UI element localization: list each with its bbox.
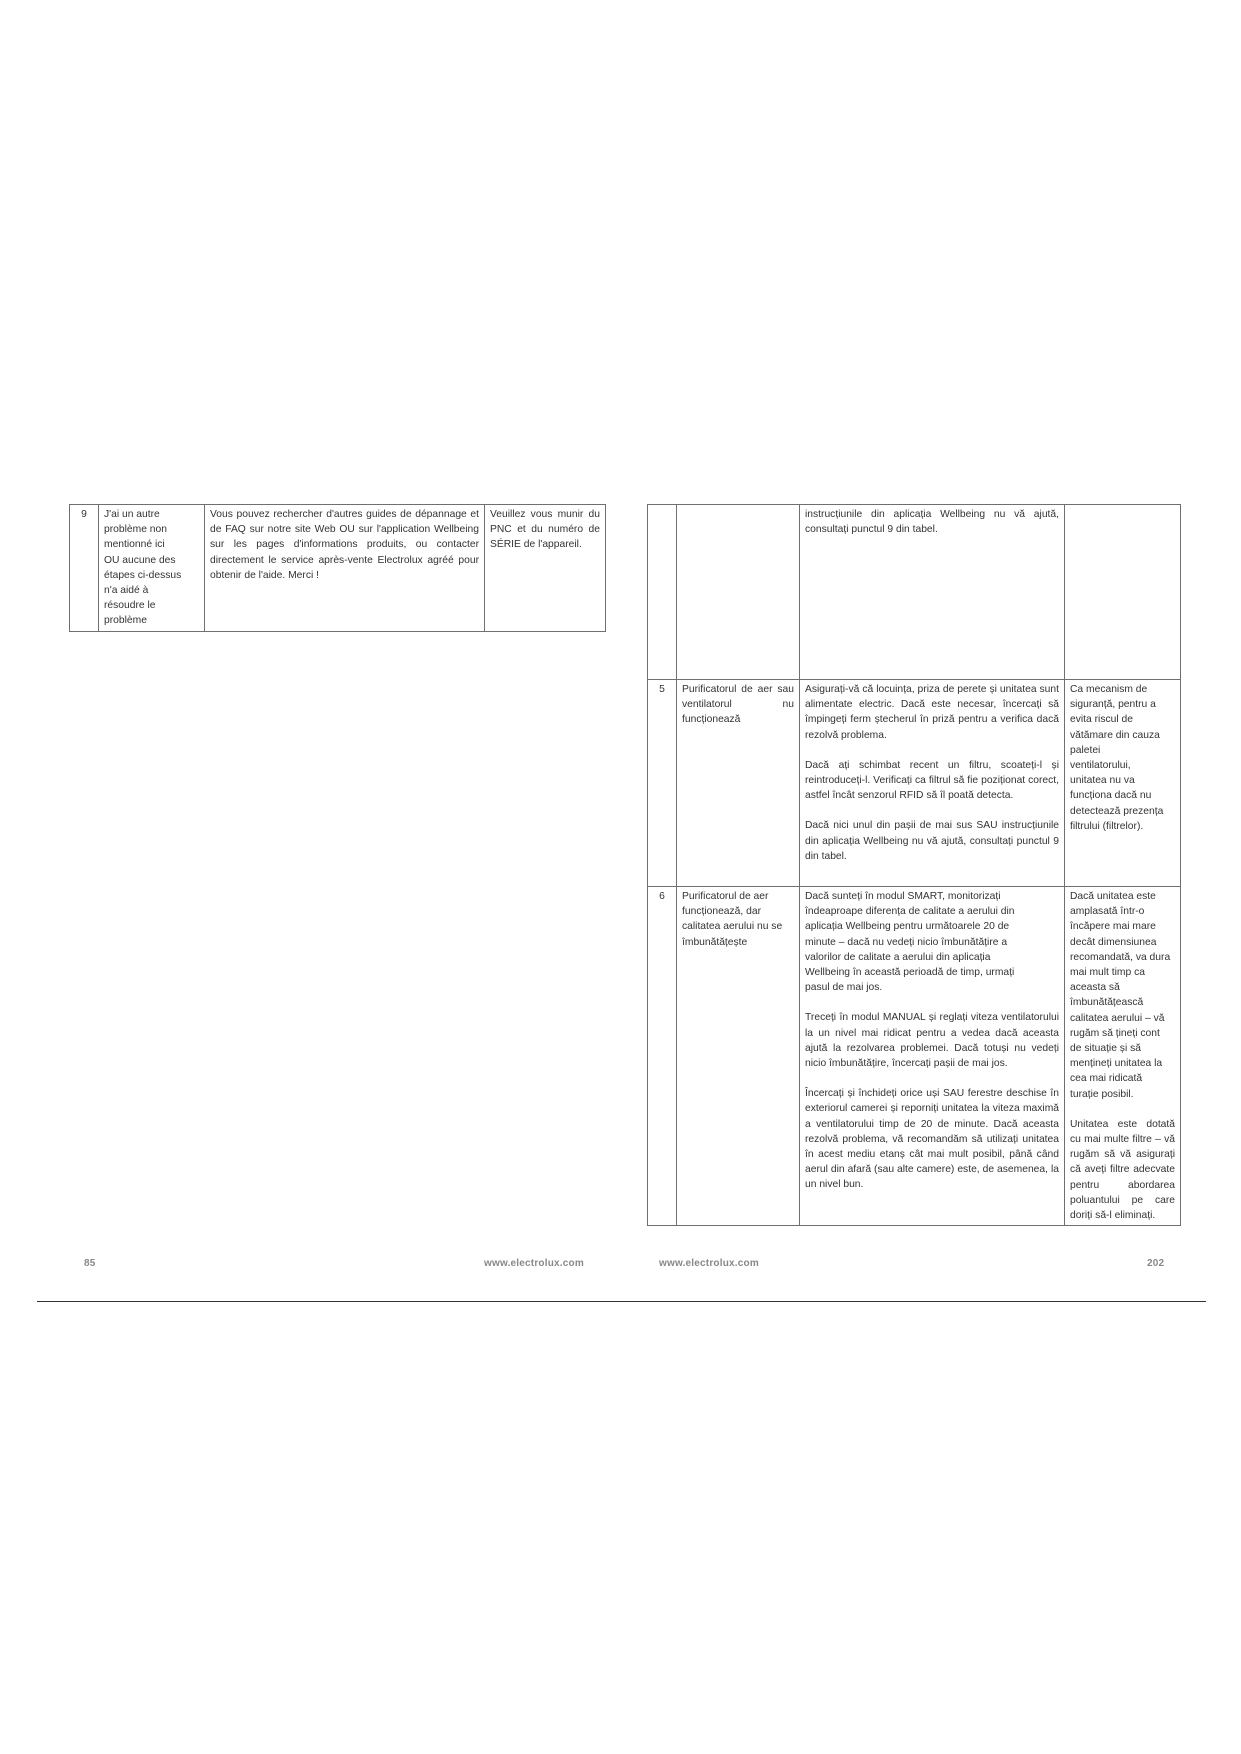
solution-paragraph: Încercați și închideți orice uși SAU ferestre deschise în exteriorul camerei și reporniți unitatea la viteza maximă a ventilatorului timp de 20 de minute. Dacă aceasta rezolvă problema, vă recomandăm să utilizați unitatea în acest mediu etanș cât mai mult posibil, până când aerul din afară (sau alte camere) este, de asemenea, la un nivel bun. bbox=[805, 1088, 1059, 1191]
row-number: 6 bbox=[648, 887, 677, 1226]
solution-cell bbox=[800, 887, 1065, 1226]
table-row bbox=[648, 887, 1181, 1226]
solution-paragraph: instrucțiunile din aplicația Wellbeing nu vă ajută, consultați punctul 9 din tabel. bbox=[805, 509, 1059, 536]
note-cell bbox=[1065, 505, 1181, 680]
note-cell: Ca mecanism de siguranță, pentru a evita riscul de vătămare din cauza paletei ventilatorului, unitatea nu va funcționa dacă nu detectează prezența filtrului (filtrelor). bbox=[1065, 680, 1181, 887]
solution-paragraph: Dacă sunteți în modul SMART, monitorizați îndeaproape diferența de calitate a aerului din aplicația Wellbeing pentru următoarele 20 de minute – dacă nu vedeți nicio îmbunătățire a valorilor de calitate a aerului din aplicația Wellbeing în această perioadă de timp, urmați pasul de mai jos. bbox=[805, 891, 1015, 994]
left-page-number: 85 bbox=[84, 1258, 96, 1269]
note-paragraph: Unitatea este dotată cu mai multe filtre – vă rugăm să vă asigurați că aveți filtre adecvate pentru abordarea poluantului pe care doriți să-l eliminați. bbox=[1070, 1118, 1175, 1222]
left-website: www.electrolux.com bbox=[484, 1258, 584, 1269]
problem-cell: Purificatorul de aer sau ventilatorul nu funcționează bbox=[677, 680, 800, 887]
row-number: 9 bbox=[70, 505, 99, 632]
solution-cell bbox=[800, 680, 1065, 887]
problem-cell: J'ai un autre problème non mentionné ici OU aucune des étapes ci-dessus n'a aidé à résoudre le problème bbox=[99, 505, 205, 632]
problem-cell: Purificatorul de aer funcționează, dar calitatea aerului nu se îmbunătățește bbox=[677, 887, 800, 1226]
table-row bbox=[648, 505, 1181, 680]
solution-cell: Vous pouvez rechercher d'autres guides de dépannage et de FAQ sur notre site Web OU sur l'application Wellbeing sur les pages d'informations produits, ou contacter directement le service après-vente Electrolux agréé pour obtenir de l'aide. Merci ! bbox=[205, 505, 485, 632]
right-page-number: 202 bbox=[1147, 1258, 1165, 1269]
bottom-rule bbox=[37, 1301, 1206, 1302]
table-row bbox=[648, 680, 1181, 887]
solution-paragraph: Treceți în modul MANUAL și reglați viteza ventilatorului la un nivel mai ridicat pentru a vedea dacă aceasta ajută la rezolvarea problemei. Dacă totuși nu vedeți nicio îmbunătățire, încercați pașii de mai jos. bbox=[805, 1012, 1059, 1070]
solution-paragraph: Asigurați-vă că locuința, priza de perete și unitatea sunt alimentate electric. Dacă este necesar, încercați să împingeți ferm ștecherul în priză pentru a verifica dacă rezolvă problema. bbox=[805, 684, 1059, 741]
note-cell bbox=[1065, 887, 1181, 1226]
solution-paragraph: Dacă nici unul din pașii de mai sus SAU instrucțiunile din aplicația Wellbeing nu vă ajută, consultați punctul 9 din tabel. bbox=[805, 820, 1059, 862]
row-number bbox=[648, 505, 677, 680]
note-cell: Veuillez vous munir du PNC et du numéro de SÉRIE de l'appareil. bbox=[485, 505, 606, 632]
note-paragraph: Dacă unitatea este amplasată într-o încăpere mai mare decât dimensiunea recomandată, va dura mai mult timp ca aceasta să îmbunătățească calitatea aerului – vă rugăm să țineți cont de situație și să mențineți unitatea la cea mai ridicată turație posibil. bbox=[1070, 891, 1171, 1100]
solution-cell bbox=[800, 505, 1065, 680]
right-troubleshooting-table bbox=[647, 504, 1181, 1226]
table-row bbox=[70, 505, 606, 632]
row-number: 5 bbox=[648, 680, 677, 887]
right-website: www.electrolux.com bbox=[659, 1258, 759, 1269]
left-troubleshooting-table bbox=[69, 504, 606, 632]
problem-cell bbox=[677, 505, 800, 680]
solution-paragraph: Dacă ați schimbat recent un filtru, scoateți-l și reintroduceți-l. Verificați ca filtrul să fie poziționat corect, astfel încât senzorul RFID să îl poată detecta. bbox=[805, 759, 1059, 802]
